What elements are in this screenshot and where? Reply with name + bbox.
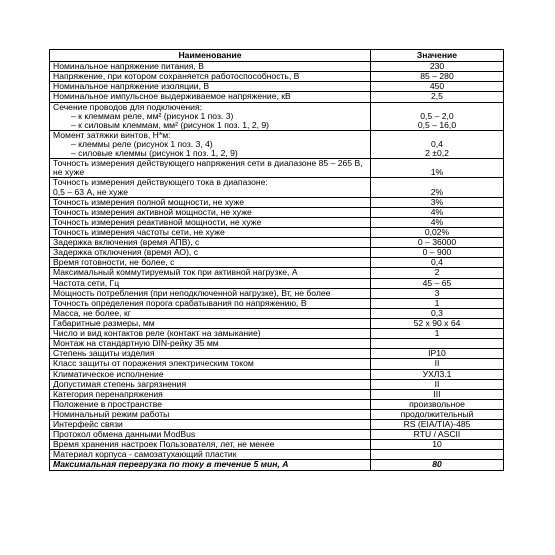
- table-row: [50, 399, 504, 409]
- spec-value-line: 52 х 90 х 64: [413, 317, 461, 328]
- spec-value-cell: [371, 102, 504, 130]
- spec-name-line: Габаритные размеры, мм: [53, 318, 155, 328]
- spec-value-line: RS (EIA/TIA)-485: [403, 419, 471, 430]
- spec-name-cell: [50, 399, 371, 409]
- spec-name-line: Номинальный режим работы: [53, 409, 170, 419]
- spec-name-cell: [50, 62, 371, 72]
- table-row: [50, 207, 504, 217]
- table-row: [50, 217, 504, 227]
- spec-value-cell: [371, 217, 504, 227]
- spec-name-cell: [50, 92, 371, 102]
- table-row: [50, 62, 504, 72]
- spec-value-cell: [371, 82, 504, 92]
- spec-name-cell: [50, 178, 371, 197]
- spec-value-cell: [371, 379, 504, 389]
- spec-value-cell: [371, 369, 504, 379]
- spec-name-line: Точность измерения полной мощности, не хуже: [53, 197, 245, 207]
- spec-value-cell: [371, 409, 504, 419]
- spec-name-cell: [50, 308, 371, 318]
- spec-value-cell: [371, 430, 504, 440]
- spec-name-line: Номинальное импульсное выдерживаемое напряжение, кВ: [53, 91, 291, 102]
- table-row: [50, 227, 504, 237]
- spec-value-cell: [371, 207, 504, 217]
- spec-value-cell: [371, 248, 504, 258]
- table-row: [50, 339, 504, 349]
- spec-name-cell: [50, 278, 371, 288]
- spec-name-line: Задержка отключения (время АО), с: [53, 247, 199, 258]
- spec-value-line: 0,3: [431, 307, 443, 318]
- spec-name-cell: [50, 227, 371, 237]
- spec-name-line: Максимальный коммутируемый ток при активной нагрузке, А: [53, 267, 298, 278]
- spec-name-line: Степень защиты изделия: [53, 348, 155, 359]
- spec-name-line: Класс защиты от поражения электрическим током: [53, 358, 254, 369]
- spec-name-cell: [50, 238, 371, 248]
- table-row: [50, 359, 504, 369]
- spec-value-line: 0 – 900: [422, 247, 452, 258]
- spec-value-line: 1: [434, 297, 440, 308]
- spec-name-line: Точность измерения активной мощности, не хуже: [53, 207, 252, 217]
- spec-value-line: 45 – 65: [422, 277, 452, 288]
- spec-name-line: Интерфейс связи: [53, 419, 123, 430]
- spec-value-cell: [371, 238, 504, 248]
- spec-value-cell: [371, 308, 504, 318]
- table-row: [50, 258, 504, 268]
- spec-value-line: 2%: [430, 186, 444, 197]
- spec-value-cell: [371, 227, 504, 237]
- spec-name-line: Число и вид контактов реле (контакт на замыкание): [53, 328, 261, 339]
- spec-value-cell: [371, 329, 504, 339]
- spec-value-cell: [371, 349, 504, 359]
- spec-name-cell: [50, 430, 371, 440]
- table-row: [50, 349, 504, 359]
- table-row: [50, 369, 504, 379]
- spec-value-line: [374, 450, 500, 459]
- spec-value-line: 1%: [430, 167, 444, 178]
- spec-name-line: Категория перенапряжения: [53, 389, 163, 399]
- spec-name-cell: [50, 72, 371, 82]
- table-body: [50, 62, 504, 470]
- spec-name-line: Сечение проводов для подключения:: [53, 102, 202, 112]
- spec-name-cell: [50, 298, 371, 308]
- spec-value-line: продолжительный: [400, 408, 474, 419]
- spec-value-line: 0,4: [431, 138, 443, 149]
- spec-value-cell: [371, 389, 504, 399]
- spec-value-cell: [371, 159, 504, 178]
- table-row: [50, 248, 504, 258]
- spec-value-cell: [371, 72, 504, 82]
- spec-value-line: 2,5: [431, 91, 443, 102]
- spec-value-line: II: [434, 358, 440, 369]
- spec-name-cell: [50, 258, 371, 268]
- spec-name-line: – силовые клеммы (рисунок 1 поз. 1, 2, 9): [71, 148, 238, 159]
- spec-value-line: 450: [429, 81, 445, 92]
- spec-name-line: Точность определения порога срабатывания по напряжению, В: [53, 298, 307, 308]
- spec-name-line: Допустимая степень загрязнения: [53, 379, 187, 389]
- spec-name-line: – к клеммам реле, мм² (рисунок 1 поз. 3): [71, 110, 234, 121]
- spec-value-cell: [371, 197, 504, 207]
- spec-value-line: УХЛ3.1: [422, 368, 452, 379]
- spec-name-cell: [50, 197, 371, 207]
- spec-name-cell: [50, 409, 371, 419]
- spec-value-cell: [371, 359, 504, 369]
- table-row: [50, 288, 504, 298]
- spec-value-line: 0,4: [431, 257, 443, 268]
- spec-value-cell: [371, 440, 504, 450]
- spec-value-line: 80: [432, 459, 442, 470]
- spec-name-cell: [50, 288, 371, 298]
- spec-name-cell: [50, 339, 371, 349]
- spec-name-line: Момент затяжки винтов, Н*м:: [53, 130, 171, 140]
- spec-value-line: IP10: [428, 348, 446, 359]
- spec-value-line: 2: [434, 267, 440, 278]
- spec-name-line: Масса, не более, кг: [53, 308, 131, 318]
- spec-value-line: произвольное: [409, 398, 465, 409]
- header-name: Наименование: [50, 50, 371, 62]
- spec-name-cell: [50, 248, 371, 258]
- spec-name-cell: [50, 82, 371, 92]
- spec-value-cell: [371, 130, 504, 158]
- spec-name-cell: [50, 369, 371, 379]
- spec-value-cell: [371, 62, 504, 72]
- table-row: [50, 197, 504, 207]
- spec-name-line: Частота сети, Гц: [53, 278, 120, 288]
- spec-value-cell: [371, 258, 504, 268]
- spec-name-line: Протокол обмена данными ModBus: [53, 429, 196, 440]
- table-row: [50, 318, 504, 328]
- table-row: [50, 450, 504, 460]
- spec-value-cell: [371, 298, 504, 308]
- spec-name-line: – к силовым клеммам, мм² (рисунок 1 поз. 1, 2, 9): [71, 119, 270, 130]
- spec-value-line: 4%: [430, 206, 444, 217]
- table-row: [50, 82, 504, 92]
- spec-value-line: 2 ±0,2: [425, 148, 449, 159]
- table-row: [50, 268, 504, 278]
- spec-name-line: Монтаж на стандартную DIN-рейку 35 мм: [53, 338, 219, 349]
- spec-name-cell: [50, 268, 371, 278]
- spec-name-line: 0,5 – 63 А, не хуже: [53, 186, 129, 197]
- table-row: [50, 308, 504, 318]
- spec-name-line: Материал корпуса - самозатухающий пластик: [53, 449, 237, 460]
- table-row: [50, 92, 504, 102]
- spec-value-line: 0,02%: [424, 226, 450, 237]
- table-row: [50, 389, 504, 399]
- spec-name-cell: [50, 217, 371, 227]
- table-row: [50, 159, 504, 178]
- spec-value-line: 0,5 – 2,0: [420, 110, 454, 121]
- spec-name-line: Время готовности, не более, с: [53, 257, 175, 268]
- table-row: [50, 102, 504, 130]
- spec-name-cell: [50, 349, 371, 359]
- spec-value-cell: [371, 178, 504, 197]
- spec-name-cell: [50, 440, 371, 450]
- spec-name-line: Климатическое исполнение: [53, 369, 164, 379]
- spec-name-cell: [50, 130, 371, 158]
- spec-name-line: Время хранения настроек Пользователя, лет, не менее: [53, 439, 275, 450]
- spec-value-line: 1: [434, 328, 440, 339]
- spec-value-line: 10: [432, 439, 442, 450]
- spec-name-cell: [50, 159, 371, 178]
- spec-value-line: 3%: [430, 196, 444, 207]
- spec-name-line: Точность измерения частоты сети, не хуже: [53, 227, 225, 237]
- spec-name-line: Номинальное напряжение изоляции, В: [53, 81, 210, 92]
- table-row: [50, 430, 504, 440]
- spec-value-line: 4%: [430, 216, 444, 227]
- spec-name-cell: [50, 102, 371, 130]
- spec-name-cell: [50, 450, 371, 460]
- spec-value-line: RTU / ASCII: [413, 429, 461, 440]
- spec-value-line: 3: [434, 287, 440, 298]
- table-row: [50, 298, 504, 308]
- table-row: [50, 238, 504, 248]
- table-row: [50, 72, 504, 82]
- spec-name-line: Номинальное напряжение питания, В: [53, 61, 204, 72]
- spec-name-line: Максимальная перегрузка по току в течение 5 мин, А: [53, 459, 289, 470]
- spec-value-cell: [371, 318, 504, 328]
- spec-value-line: 0 – 36000: [417, 237, 457, 248]
- spec-name-cell: [50, 318, 371, 328]
- table-row: [50, 379, 504, 389]
- spec-name-cell: [50, 389, 371, 399]
- spec-value-cell: [371, 450, 504, 460]
- spec-value-cell: [371, 420, 504, 430]
- table-row: [50, 278, 504, 288]
- spec-value-line: 230: [429, 61, 445, 72]
- table-header-row: [50, 50, 504, 62]
- spec-value-cell: [371, 278, 504, 288]
- spec-value-cell: [371, 288, 504, 298]
- spec-name-line: не хуже: [53, 167, 85, 178]
- spec-name-cell: [50, 460, 371, 470]
- table-row: [50, 178, 504, 197]
- spec-name-line: Точность измерения реактивной мощности, не хуже: [53, 217, 262, 227]
- spec-name-cell: [50, 420, 371, 430]
- table-row: [50, 409, 504, 419]
- spec-name-line: Точность измерения действующего напряжения сети в диапазоне 85 – 265 В,: [53, 158, 363, 169]
- spec-value-line: 85 – 280: [420, 71, 454, 82]
- spec-name-line: Напряжение, при котором сохраняется работоспособность, В: [53, 71, 300, 82]
- specifications-table: [49, 49, 504, 471]
- spec-name-cell: [50, 207, 371, 217]
- spec-value-cell: [371, 339, 504, 349]
- spec-value-line: II: [434, 378, 440, 389]
- spec-value-cell: [371, 399, 504, 409]
- table-row: [50, 329, 504, 339]
- spec-name-line: Мощность потребления (при неподключенной нагрузке), Вт, не более: [53, 288, 331, 298]
- spec-name-line: Положение в пространстве: [53, 399, 162, 409]
- spec-name-line: – клеммы реле (рисунок 1 поз. 3, 4): [71, 138, 213, 149]
- spec-value-cell: [371, 460, 504, 470]
- spec-name-cell: [50, 329, 371, 339]
- table-row: [50, 440, 504, 450]
- spec-name-cell: [50, 359, 371, 369]
- spec-name-line: Точность измерения действующего тока в диапазоне:: [53, 177, 268, 188]
- spec-name-line: Задержка включения (время АПВ), с: [53, 237, 200, 248]
- table-row: [50, 460, 504, 470]
- spec-value-cell: [371, 268, 504, 278]
- spec-value-line: [374, 339, 500, 348]
- table-row: [50, 130, 504, 158]
- spec-name-cell: [50, 379, 371, 389]
- table-row: [50, 420, 504, 430]
- spec-value-line: III: [433, 388, 441, 399]
- spec-value-line: 0,5 – 16,0: [417, 119, 457, 130]
- spec-value-cell: [371, 92, 504, 102]
- header-value: Значение: [371, 50, 504, 62]
